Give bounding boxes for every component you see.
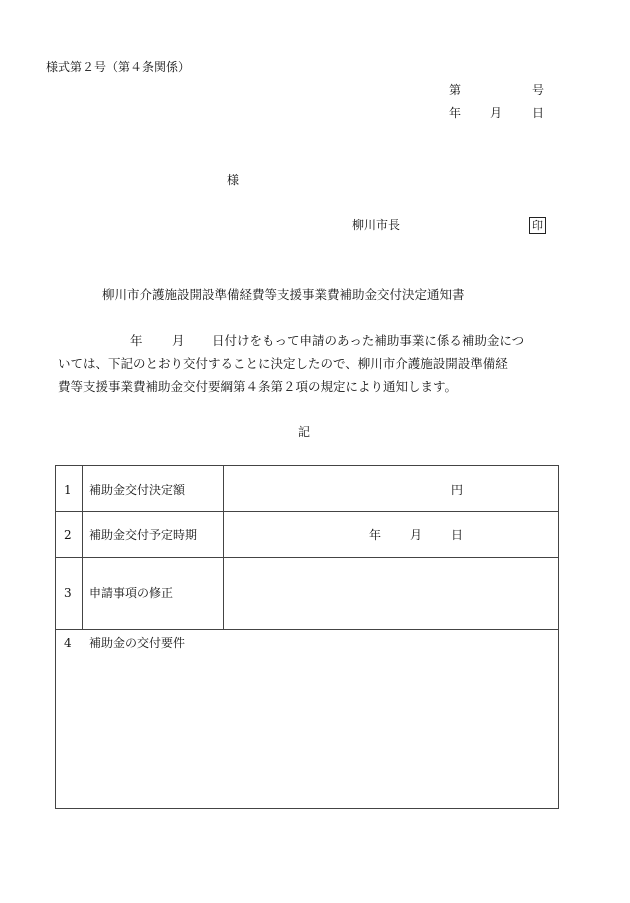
document-title: 柳川市介護施設開設準備経費等支援事業費補助金交付決定通知書 [102,287,465,302]
row-1-number: 1 [64,483,72,497]
details-table [55,465,559,809]
addressee-honorific: 様 [227,173,240,187]
row-2-label: 補助金交付予定時期 [89,528,198,542]
row-2-number: 2 [64,528,72,542]
ki-heading: 記 [298,425,311,439]
body-line-3: 費等支援事業費補助金交付要綱第４条第２項の規定により通知します。 [58,379,458,394]
document-number-prefix: 第 [449,83,462,97]
row-4-number: 4 [64,636,72,650]
document-number-suffix: 号 [532,83,545,97]
row-1-label: 補助金交付決定額 [89,483,186,497]
body-date-month: 月 [172,333,185,348]
row-2-year: 年 [369,528,382,542]
issue-date-day: 日 [532,106,545,120]
form-number-label: 様式第２号（第４条関係） [46,60,191,74]
seal-mark: 印 [529,217,546,234]
row-2-month: 月 [410,528,423,542]
body-line-2: いては、下記のとおり交付することに決定したので、柳川市介護施設開設準備経 [58,356,508,371]
sender-name: 柳川市長 [352,218,401,232]
column-divider [82,466,83,629]
row-1-value: 円 [451,483,464,497]
row-divider [56,511,558,512]
column-divider [223,466,224,629]
row-divider [56,557,558,558]
issue-date-month: 月 [490,106,503,120]
row-divider [56,629,558,630]
issue-date-year: 年 [449,106,462,120]
row-4-label: 補助金の交付要件 [89,636,186,650]
row-3-label: 申請事項の修正 [89,586,174,600]
row-2-day: 日 [451,528,464,542]
body-line-1: 日付けをもって申請のあった補助事業に係る補助金につ [212,333,525,348]
row-3-number: 3 [64,586,72,600]
body-date-year: 年 [130,333,143,348]
